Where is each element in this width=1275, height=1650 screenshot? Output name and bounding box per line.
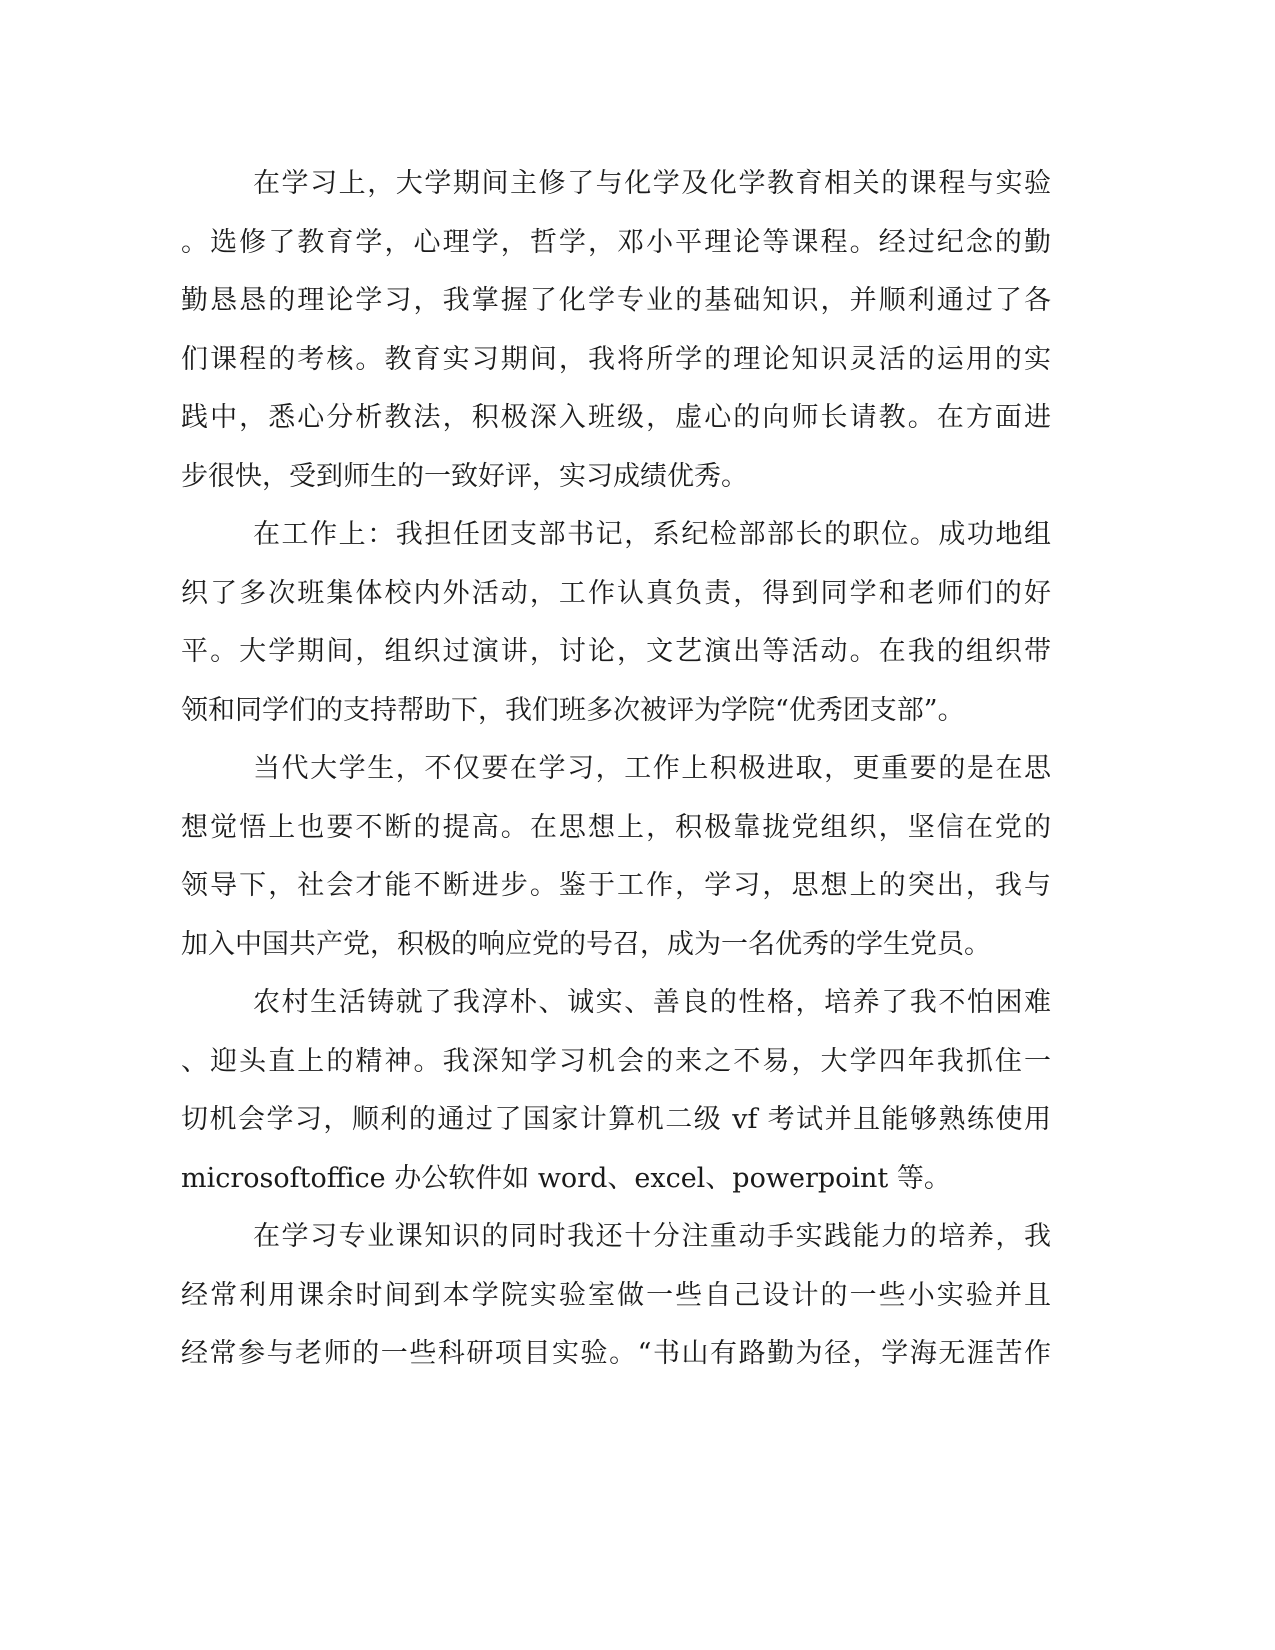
body-text	[181, 162, 1051, 1391]
text-line: 在工作上：我担任团支部书记，系纪检部部长的职位。成功地组	[253, 519, 1051, 550]
text-line: 经常利用课余时间到本学院实验室做一些自己设计的一些小实验并且	[181, 1279, 1051, 1311]
text-line: 在学习专业课知识的同时我还十分注重动手实践能力的培养，我	[253, 1221, 1051, 1252]
text-line: 领导下，社会才能不断进步。鉴于工作，学习，思想上的突出，我与	[181, 870, 1051, 901]
text-line: microsoftoffice 办公软件如 word、excel、powerpoint 等。	[181, 1162, 951, 1194]
text-line: 。选修了教育学，心理学，哲学，邓小平理论等课程。经过纪念的勤	[181, 226, 1051, 258]
text-line: 当代大学生，不仅要在学习，工作上积极进取，更重要的是在思	[253, 753, 1051, 784]
text-line: 切机会学习，顺利的通过了国家计算机二级 vf 考试并且能够熟练使用	[181, 1104, 1051, 1135]
text-line: 平。大学期间，组织过演讲，讨论，文艺演出等活动。在我的组织带	[181, 636, 1051, 667]
text-line: 勤恳恳的理论学习，我掌握了化学专业的基础知识，并顺利通过了各	[181, 285, 1051, 316]
text-line: 农村生活铸就了我淳朴、诚实、善良的性格，培养了我不怕困难	[253, 987, 1051, 1018]
text-line: 们课程的考核。教育实习期间，我将所学的理论知识灵活的运用的实	[181, 343, 1051, 375]
text-line: 步很快，受到师生的一致好评，实习成绩优秀。	[181, 460, 748, 492]
text-line: 、迎头直上的精神。我深知学习机会的来之不易，大学四年我抓住一	[181, 1045, 1051, 1077]
text-line: 在学习上，大学期间主修了与化学及化学教育相关的课程与实验	[253, 168, 1051, 199]
text-line: 领和同学们的支持帮助下，我们班多次被评为学院“优秀团支部”。	[181, 694, 965, 726]
text-line: 践中，悉心分析教法，积极深入班级，虚心的向师长请教。在方面进	[181, 402, 1051, 433]
text-line: 经常参与老师的一些科研项目实验。“书山有路勤为径，学海无涯苦作	[181, 1338, 1051, 1369]
text-line: 加入中国共产党，积极的响应党的号召，成为一名优秀的学生党员。	[181, 928, 991, 960]
text-line: 想觉悟上也要不断的提高。在思想上，积极靠拢党组织，坚信在党的	[181, 811, 1051, 843]
text-line: 织了多次班集体校内外活动，工作认真负责，得到同学和老师们的好	[181, 577, 1051, 609]
